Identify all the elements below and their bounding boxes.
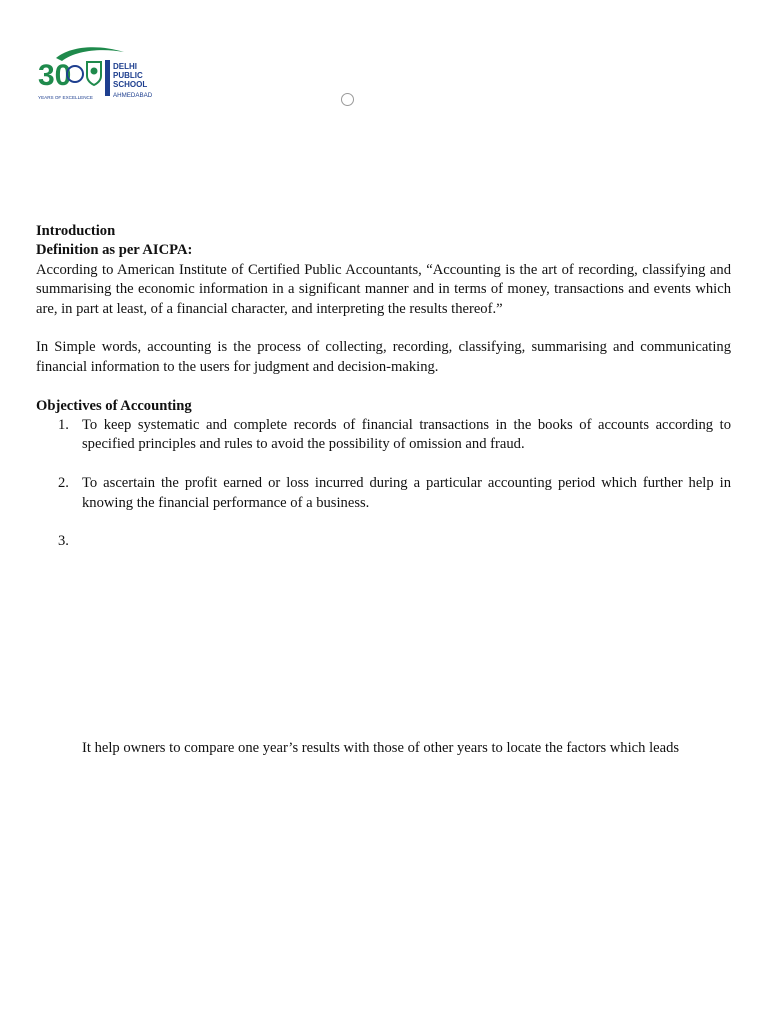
list-item-text: To keep systematic and complete records of financial transactions in the books of accounts according to specified principles and rules to avoid the possibility of omission and fraud. [82, 417, 731, 453]
list-item-number: 3. [58, 533, 69, 550]
list-item [36, 416, 731, 455]
logo-crest-emblem [91, 68, 98, 75]
dps-30-years-logo-icon [36, 44, 152, 106]
list-spacer [36, 455, 731, 474]
logo-city: AHMEDABAD [113, 92, 152, 99]
continued-text-line: It help owners to compare one year’s results with those of other years to locate the factors which leads [82, 740, 680, 756]
paragraph-spacer [36, 377, 731, 396]
logo-school-line-2: PUBLIC [113, 71, 143, 80]
paragraph-spacer [36, 319, 731, 338]
list-item [36, 532, 731, 551]
objectives-heading: Objectives of Accounting [36, 397, 192, 414]
logo-school-line-1: DELHI [113, 62, 137, 71]
definition-paragraph: According to American Institute of Certified Public Accountants, “Accounting is the art of recording, classifying and summarising the economic information in a significant manner and in terms of money, transactions and events which are, in part at least, of a financial character, and interpreting the results thereof.” [36, 261, 731, 317]
definition-heading: Definition as per AICPA: [36, 242, 193, 259]
logo-school-line-3: SCHOOL [113, 80, 148, 89]
logo-anniversary-number: 30 [38, 59, 72, 92]
list-item [36, 474, 731, 513]
list-item-text: To ascertain the profit earned or loss incurred during a particular accounting period which further help in knowing the financial performance of a business. [82, 475, 731, 511]
logo-divider-bar [105, 60, 110, 96]
logo-tagline: YEARS OF EXCELLENCE [38, 95, 93, 100]
list-spacer [36, 513, 731, 532]
simple-words-paragraph: In Simple words, accounting is the process of collecting, recording, classifying, summarising and communicating financial information to the users for judgment and decision-making. [36, 339, 731, 375]
list-item-number: 2. [58, 475, 69, 492]
objectives-list [36, 416, 731, 552]
list-item-number: 1. [58, 417, 69, 434]
document-body [36, 222, 731, 552]
page-marker-circle [341, 93, 354, 106]
list-item-text [82, 533, 86, 549]
intro-heading: Introduction [36, 223, 116, 239]
school-logo [36, 44, 152, 106]
